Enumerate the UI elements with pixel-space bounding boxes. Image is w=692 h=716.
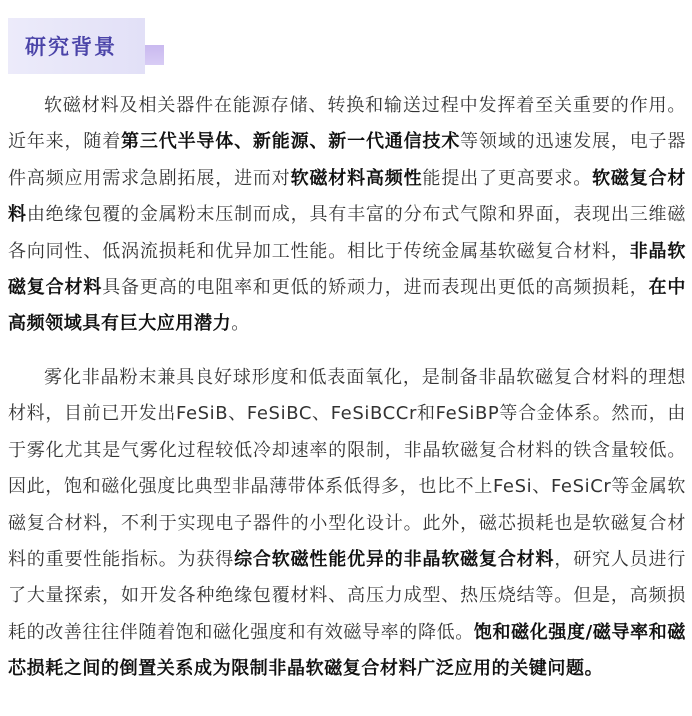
- paragraph-text: 具备更高的电阻率和更低的矫顽力，进而表现出更低的高频损耗，: [102, 277, 649, 299]
- paragraph-emphasis: 软磁复合材料: [8, 167, 687, 226]
- paragraph-emphasis: 软磁材料高频性: [290, 167, 423, 189]
- paragraph-research-background-1: [8, 88, 686, 343]
- paragraph-emphasis: 在中高频领域具有巨大应用潜力: [8, 277, 687, 335]
- paragraph-emphasis: 饱和磁化强度/磁导率和磁芯损耗之间的倒置关系成为限制非晶软磁复合材料广泛应用的关键问题。: [8, 621, 686, 680]
- paragraph-emphasis: 综合软磁性能优异的非晶软磁复合材料: [234, 549, 555, 571]
- paragraph-text: 雾化非晶粉末兼具良好球形度和低表面氧化，是制备非晶软磁复合材料的理想材料，目前已开发出FeSiB、FeSiBC、FeSiBCCr和FeSiBP等合金体系。然而，由于雾化尤其是气雾化过程较低冷却速率的限制，非晶软磁复合材料的铁含量较低。因此，饱和磁化强度比典型非晶薄带体系低得多，也比不上FeSi、FeSiCr等金属软磁复合材料，不利于实现电子器件的小型化设计。此外，磁芯损耗也是软磁复合材料的重要性能指标。为获得: [8, 367, 686, 571]
- paragraph-emphasis: 第三代半导体、新能源、新一代通信技术: [121, 131, 461, 153]
- paragraph-text: ，研究人员进行了大量探索，如开发各种绝缘包覆材料、高压力成型、热压烧结等。但是，高频损耗的改善往往伴随着饱和磁化强度和有效磁导率的降低。: [8, 549, 686, 643]
- section-title: 研究背景: [25, 35, 117, 59]
- paragraph-emphasis: 非晶软磁复合材料: [8, 240, 686, 299]
- section-header: [8, 18, 145, 74]
- paragraph-research-background-2: [8, 360, 686, 688]
- paragraph-text: 由绝缘包覆的金属粉末压制而成，具有丰富的分布式气隙和界面，表现出三维磁各向同性、低涡流损耗和优异加工性能。相比于传统金属基软磁复合材料，: [8, 204, 686, 262]
- paragraph-text: 能提出了更高要求。: [422, 167, 593, 189]
- paragraph-text: 。: [231, 313, 250, 335]
- section-title-accent: [145, 45, 164, 65]
- paragraph-text: 等领域的迅速发展，电子器件高频应用需求急剧拓展，进而对: [8, 131, 686, 189]
- paragraph-text: 软磁材料及相关器件在能源存储、转换和输送过程中发挥着至关重要的作用。近年来，随着: [8, 95, 686, 153]
